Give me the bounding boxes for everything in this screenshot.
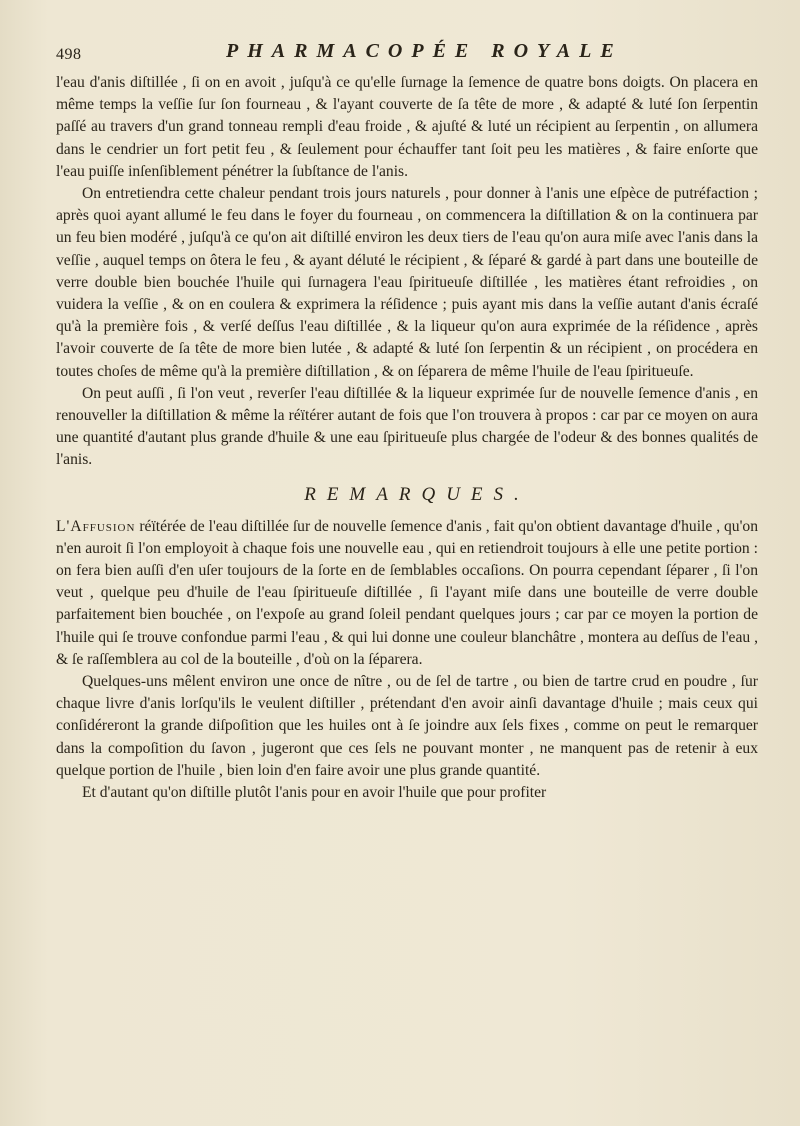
page-header [56, 40, 756, 68]
paragraph-2: On entretiendra cette chaleur pendant trois jours naturels , pour donner à l'anis une eſpèce de putréfaction ; après quoi ayant allumé le feu dans le foyer du fourneau , on commencera la diſtillation & on la continuera par un feu bien modéré , juſqu'à ce qu'on ait diſtillé environ les deux tiers de l'eau qu'on aura miſe avec l'anis dans la veſſie , auquel temps on ôtera le feu , & ayant déluté le récipient , & ſéparé & gardé à part dans une bouteille de verre double bien bouchée l'huile qui ſurnagera l'eau ſpiritueuſe diſtillée , les matières étant refroidies , on vuidera la veſſie , & on en coulera & exprimera la réſidence ; puis ayant mis dans la veſſie autant d'anis écraſé qu'à la première fois , & verſé deſſus l'eau diſtillée , & la liqueur qu'on aura exprimée de la réſidence , après l'avoir couverte de ſa tête de more bien lutée , & adapté & luté ſon ſerpentin & un récipient , on procédera en toutes choſes de même qu'à la première diſtillation , & on ſéparera de même l'huile de l'eau ſpiritueuſe. [56, 185, 758, 380]
paragraph-4-lead: L'Affusion [56, 517, 136, 535]
section-heading-remarques: REMARQUES. [304, 483, 530, 505]
paragraph-4 [56, 516, 758, 671]
running-title: PHARMACOPÉE ROYALE [226, 40, 623, 62]
page-number: 498 [56, 46, 82, 63]
paragraph-3: On peut auſſi , ſi l'on veut , reverſer l'eau diſtillée & la liqueur exprimée ſur de nouvelle ſemence d'anis , en renouveller la diſtillation & même la réïtérer autant de fois que l'on trouvera à propos : car par ce moyen on aura une quantité d'autant plus grande d'huile & une eau ſpiritueuſe plus chargée de l'odeur & des bonnes qualités de l'anis. [56, 384, 758, 469]
paragraph-6: Et d'autant qu'on diſtille plutôt l'anis pour en avoir l'huile que pour profiter [82, 784, 547, 802]
paragraph-4-text: réïtérée de l'eau diſtillée ſur de nouvelle ſemence d'anis , fait qu'on obtient davantage d'huile , qu'on n'en auroit ſi l'on employoit à chaque fois une nouvelle eau , qui en retiendroit toujours à elle une petite portion : on fera bien auſſi d'en uſer toujours de la ſorte en de ſemblables occaſions. On pourra cependant ſéparer , ſi l'on veut , quelque peu d'huile de l'eau ſpiritueuſe diſtillée , ſi l'ayant miſe dans une bouteille de verre double parfaitement bien bouchée , on l'expoſe au grand ſoleil pendant quelques jours ; car par ce moyen la portion de l'huile qui ſe trouve confondue parmi l'eau , & qui lui donne une couleur blanchâtre , montera au deſſus de l'eau , & ſe raſſemblera au col de la bouteille , d'où on la ſéparera. [56, 517, 758, 668]
body-text [56, 72, 758, 804]
paragraph-1: l'eau d'anis diſtillée , ſi on en avoit , juſqu'à ce qu'elle ſurnage la ſemence de quatre bons doigts. On placera en même temps la veſſie ſur ſon fourneau , & l'ayant couverte de ſa tête de more , & adapté & luté ſon ſerpentin paſſé au travers d'un grand tonneau rempli d'eau froide , & ajuſté & luté un récipient au ſerpentin , on allumera dans le cendrier un fort petit feu , & ſeulement pour échauffer tant ſoit peu les matières , & faire enſorte que l'eau puiſſe inſenſiblement pénétrer la ſubſtance de l'anis. [56, 74, 758, 180]
paragraph-5: Quelques-uns mêlent environ une once de nître , ou de ſel de tartre , ou bien de tartre crud en poudre , ſur chaque livre d'anis lorſqu'ils le veulent diſtiller , prétendant d'en avoir ainſi davantage d'huile ; mais ceux qui conſidéreront la grande diſpoſition que les huiles ont à ſe joindre aux ſels fixes , comme on peut le remarquer dans la compoſition du ſavon , jugeront que ces ſels ne pouvant monter , ne manquent pas de retenir à eux quelque portion de l'huile , bien loin d'en faire avoir une plus grande quantité. [56, 673, 758, 779]
